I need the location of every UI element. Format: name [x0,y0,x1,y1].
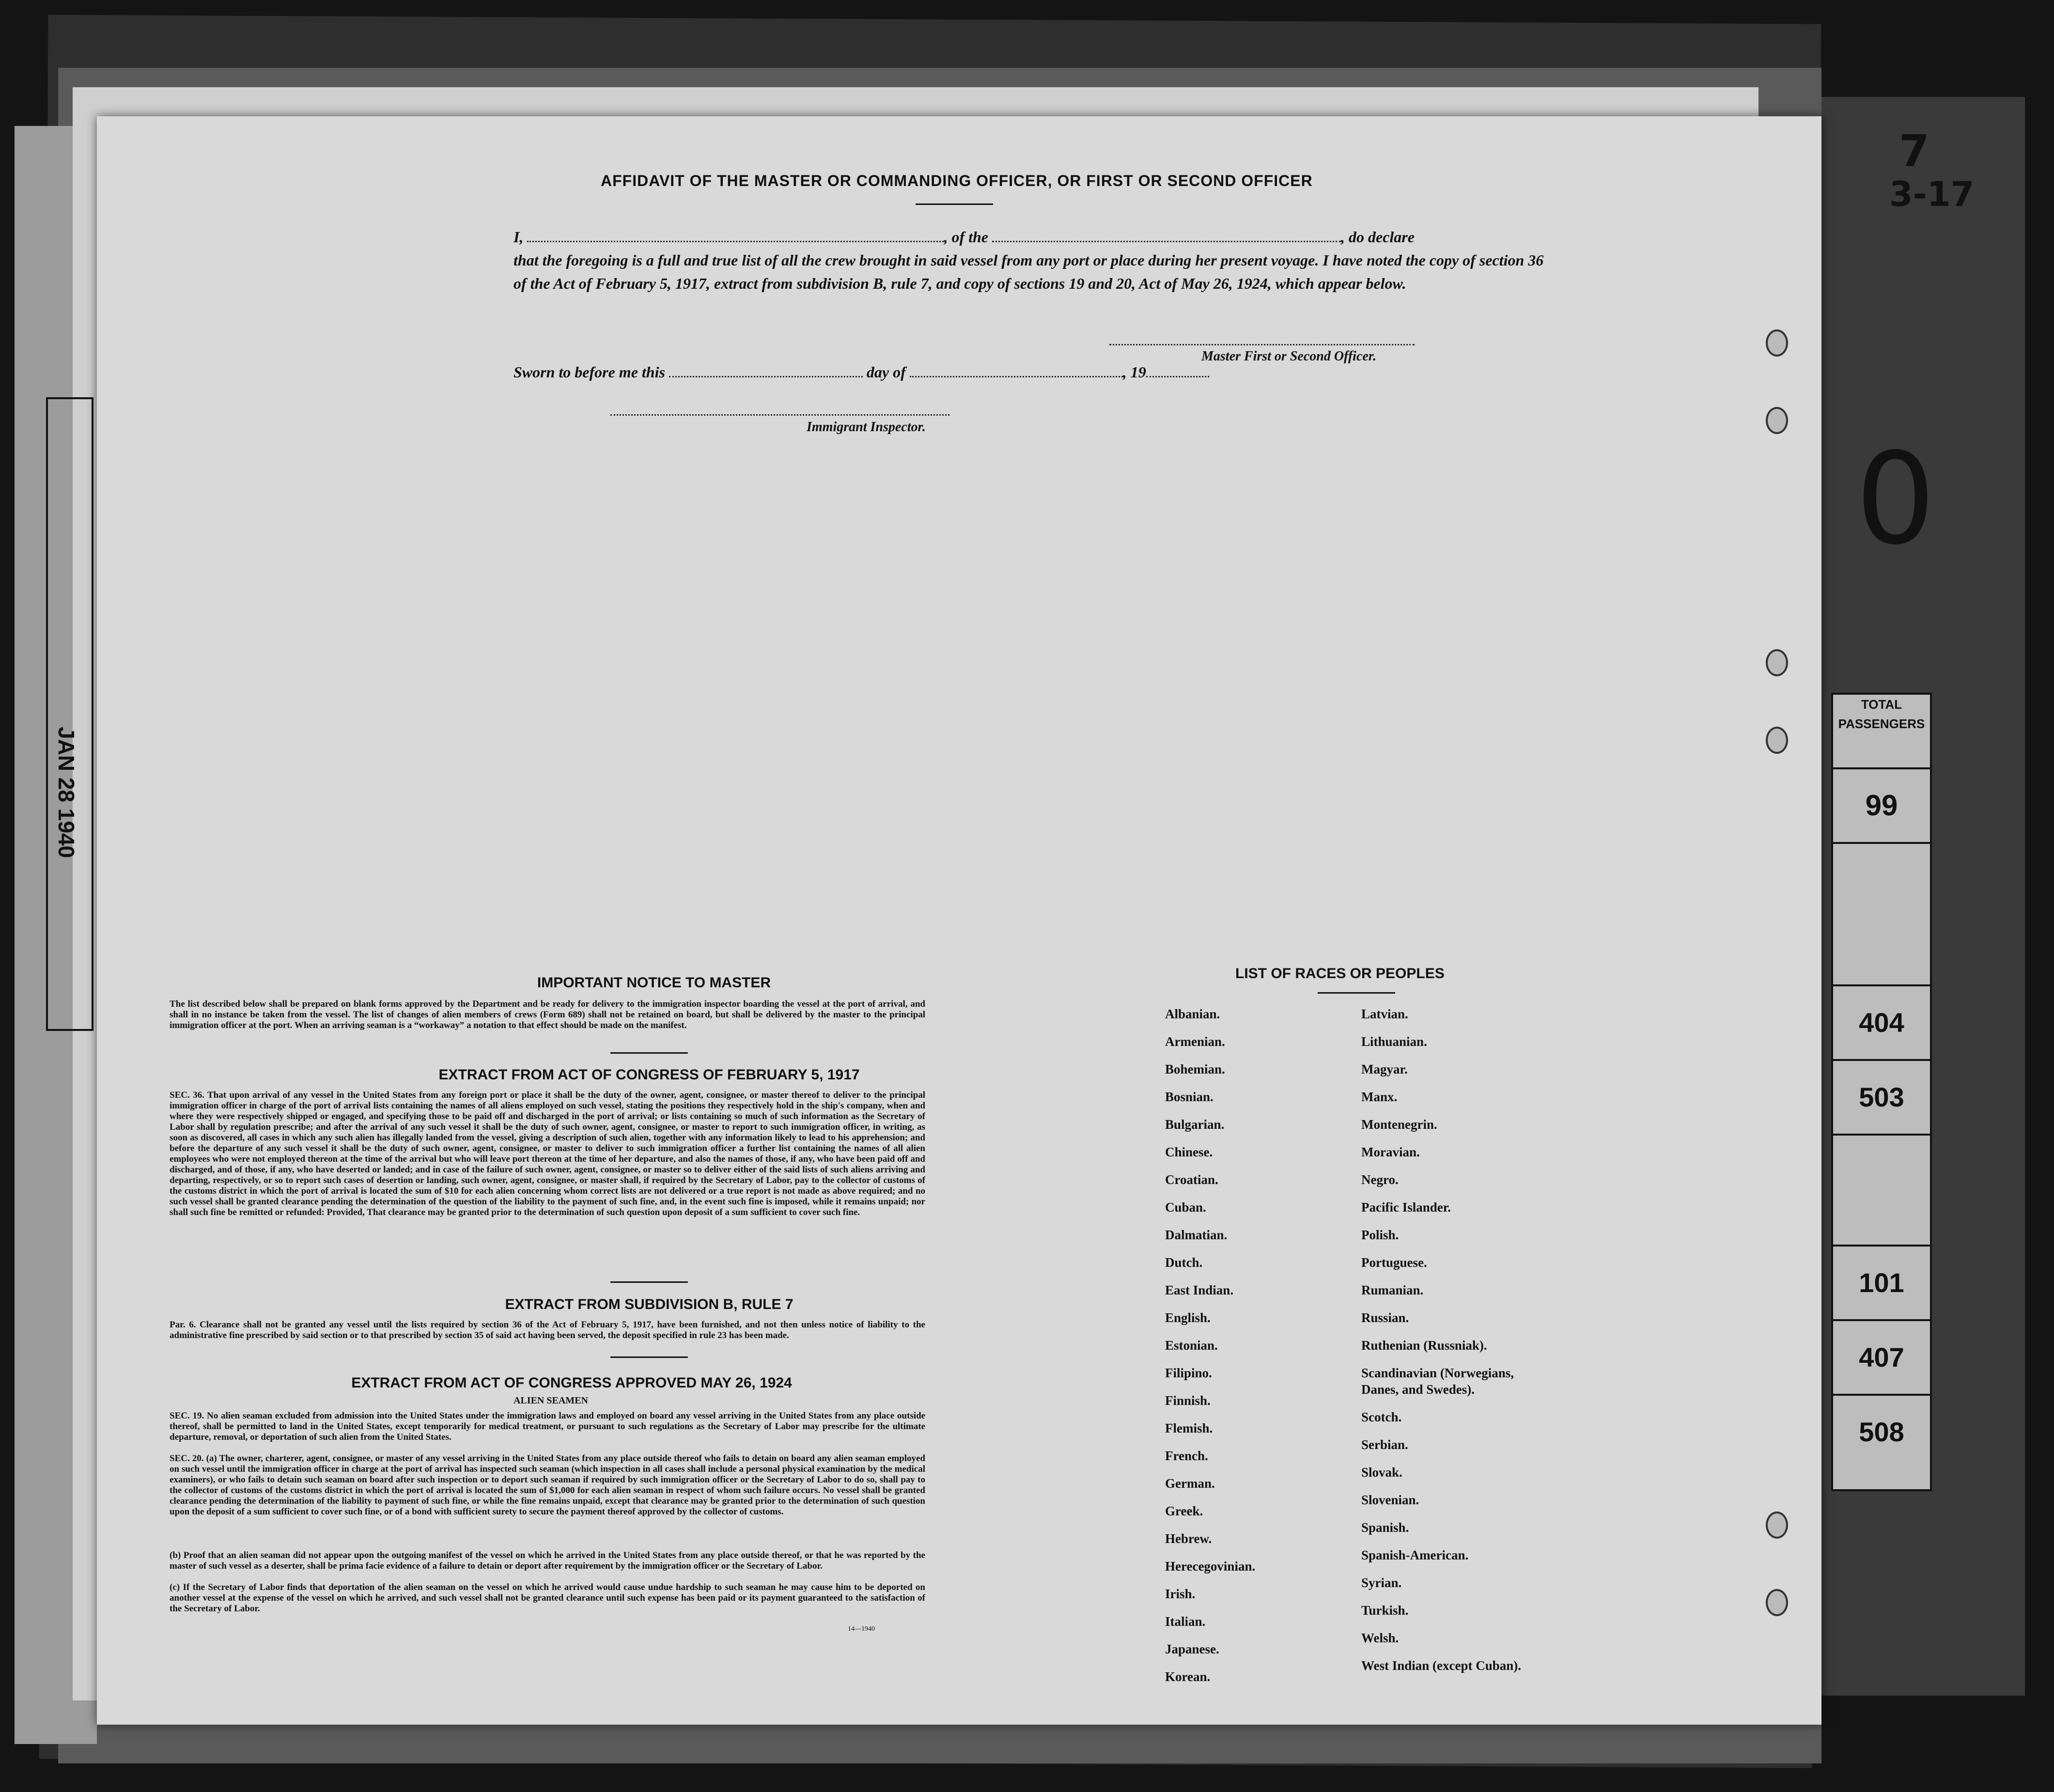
race-item: Croatian. [1165,1172,1218,1187]
race-item: Albanian. [1165,1007,1220,1021]
race-item: Estonian. [1165,1338,1218,1353]
race-item: Rumanian. [1361,1283,1424,1297]
race-item: Greek. [1165,1504,1203,1518]
race-item: Korean. [1165,1669,1211,1684]
extract3-sec19: SEC. 19. No alien seaman excluded from admission into the United States under the immigration laws and employed on board any vessel arriving in the United States from any place outside thereof, shall be permitted to land in the United States, except temporarily for medical treatment, or pursuant to such regulations as the Secretary of Labor may prescribe for the ultimate departure, removal, or deportation of such alien from the United States. [170,1411,925,1442]
race-item: Danes, and Swedes). [1361,1382,1475,1397]
affidavit-declaration: that the foregoing is a full and true list of all the crew brought in said vessel from any port or place during her present voyage. I have noted the copy of section 36 of the Act of February 5, 1917, extract from subdivision B, rule 7, and copy of sections 19 and 20, Act of May 26, 1924, which appear below. [514,251,1544,292]
race-item: Syrian. [1361,1575,1402,1590]
race-item: Dalmatian. [1165,1228,1228,1242]
race-item: Slovak. [1361,1465,1402,1480]
race-item: Magyar. [1361,1062,1408,1076]
extract1-text: SEC. 36. That upon arrival of any vessel in the United States from any foreign port or place it shall be the duty of the owner, agent, consignee, or master thereof to deliver to the principal immigration officer in charge of the port of arrival lists containing the names of all aliens employed on such vessel, stating the positions they respectively hold in the ship's company, when and where they were respectively shipped or engaged, and specifying those to be paid off and discharged in the port of arrival; or lists containing so much of such information as the Secretary of Labor shall by regulation prescribe; and after the arrival of any such vessel it shall be the duty of such owner, agent, consignee, or master to report to such immigration officer, in writing, as soon as discovered, all cases in which any such alien has illegally landed from the vessel, giving a description of such alien, together with any information likely to lead to his apprehension; and before the departure of any such vessel it shall be the duty of such owner, agent, consignee, or master to deliver to such immigration officer a further list containing the names of all alien employees who were not employed thereon at the time of the arrival but who will leave port thereon at the time of her departure, and also the names of those, if any, who have been paid off and discharged, and of those, if any, who have deserted or landed; and in case of the failure of such owner, agent, consignee, or master so to deliver either of the said lists of such aliens arriving and departing, respectively, or so to report such cases of desertion or landing, such owner, agent, consignee, or master shall, if required by the Secretary of Labor, pay to the collector of customs of the customs district in which the port of arrival is located the sum of $10 for each alien concerning whom correct lists are not delivered or a true report is not made as above required; and no such vessel shall be granted clearance pending the determination of the question of the liability to the payment of such fine, and, in the event such fine is imposed, while it remains unpaid; nor shall such fine be remitted or refunded: Provided, That clearance may be granted prior to the determination of such question upon deposit of a sum sufficient to cover such fine. [170,1090,925,1217]
race-item: East Indian. [1165,1283,1234,1297]
divider [610,1356,688,1358]
race-item: Lithuanian. [1361,1034,1427,1049]
race-item: Bohemian. [1165,1062,1225,1076]
inspector-signature-line[interactable] [610,414,949,416]
race-item: Pacific Islander. [1361,1200,1451,1215]
race-item: Filipino. [1165,1366,1212,1380]
race-item: Spanish-American. [1361,1548,1469,1562]
race-item: Russian. [1361,1310,1409,1325]
race-item: Welsh. [1361,1631,1399,1645]
binder-hole [1766,407,1788,434]
race-item: Scandinavian (Norwegians, [1361,1366,1514,1380]
handwritten-corner-date: 3-17 [1889,174,1975,214]
race-item: Chinese. [1165,1145,1213,1159]
race-item: Polish. [1361,1228,1399,1242]
race-item: Flemish. [1165,1421,1213,1435]
master-signature-label: Master First or Second Officer. [1201,349,1377,364]
race-item: Spanish. [1361,1520,1409,1535]
race-item: Latvian. [1361,1007,1408,1021]
races-title: LIST OF RACES OR PEOPLES [1235,966,1445,982]
handwritten-corner-number: 7 [1899,126,1930,177]
race-item: German. [1165,1476,1215,1491]
race-item: Cuban. [1165,1200,1206,1215]
extract1-title: EXTRACT FROM ACT OF CONGRESS OF FEBRUARY 5, 1917 [438,1067,860,1083]
race-item: Bulgarian. [1165,1117,1225,1132]
extract2-title: EXTRACT FROM SUBDIVISION B, RULE 7 [505,1296,794,1312]
inspector-signature-label: Immigrant Inspector. [807,420,926,435]
race-item: Moravian. [1361,1145,1420,1159]
manifest-page [97,116,1821,1725]
race-item: Bosnian. [1165,1090,1214,1104]
extract3-subtitle: ALIEN SEAMEN [514,1395,588,1406]
race-item: Turkish. [1361,1603,1409,1618]
race-item: Dutch. [1165,1255,1203,1270]
extract2-text: Par. 6. Clearance shall not be granted any vessel until the lists required by section 36 of the Act of February 5, 1917, have been furnished, and not then unless notice of liability to the administrative fine prescribed by said section or to that prescribed by section 35 of said act having been served, the deposit specified in rule 23 has been made. [170,1320,925,1340]
notice-text: The list described below shall be prepared on blank forms approved by the Department and be ready for delivery to the immigration inspector boarding the vessel at the port of arrival, and shall in no instance be taken from the vessel. The list of changes of alien members of crews (Form 689) shall not be retained on board, but shall be delivered by the master to the principal immigration officer at the port. When an arriving seaman is a “workaway” a notation to that effect should be made on the manifest. [170,999,925,1030]
race-item: English. [1165,1310,1211,1325]
divider [610,1052,688,1054]
race-item: Italian. [1165,1614,1206,1629]
ledger-value: 404 [1833,986,1930,1061]
ledger-value: 508 [1859,1417,1904,1447]
race-item: French. [1165,1449,1208,1463]
race-item: Negro. [1361,1172,1399,1187]
divider [1318,992,1395,994]
race-item: Portuguese. [1361,1255,1427,1270]
race-item: Finnish. [1165,1393,1211,1408]
race-item: Japanese. [1165,1642,1219,1656]
sworn-line: Sworn to before me this day of , 19 [514,363,1209,381]
race-item: Slovenian. [1361,1493,1419,1507]
race-item: Manx. [1361,1090,1398,1104]
race-item: Montenegrin. [1361,1117,1437,1132]
ledger-header: TOTAL PASSENGERS [1833,695,1930,769]
divider [916,203,993,205]
affidavit-body: I, , of the , do declare that the foregoing is a full and true list of all the crew brought in said vessel from any port or place during her present voyage. I have noted the copy of section 36 of the Act of February 5, 1917, extract from subdivision B, rule 7, and copy of sections 19 and 20, Act of May 26, 1924, which appear below. [514,225,1579,295]
ledger-value: 503 [1833,1061,1930,1136]
notice-title: IMPORTANT NOTICE TO MASTER [537,975,771,991]
receipt-stamp [46,397,93,1031]
race-item: Ruthenian (Russniak). [1361,1338,1487,1353]
ledger-value: 407 [1833,1321,1930,1396]
extract3-sec20c: (c) If the Secretary of Labor finds that deportation of the alien seaman on the vessel on which he arrived would cause undue hardship to such seaman he may cause him to be deported on another vessel at the expense of the vessel on which he arrived, and such vessel shall not be granted clearance until such expense has been paid or its payment guaranteed to the satisfaction of the Secretary of Labor. [170,1582,925,1614]
binder-hole [1766,727,1788,754]
form-number: 14—1940 [848,1625,875,1633]
extract3-sec20a: SEC. 20. (a) The owner, charterer, agent, consignee, or master of any vessel arriving in the United States from any place outside thereof who fails to detain on board any alien seaman employed on such vessel until the immigration officer in charge at the port of arrival has inspected such seaman (which inspection in all cases shall include a personal physical examination by the medical examiners), or who fails to detain such seaman on board after such inspection or to deport such seaman if required by such immigration officer or the Secretary of Labor to do so, shall pay to the collector of customs of the customs district in which the port of arrival is located the sum of $1,000 for each alien seaman in respect of whom such failure occurs. No vessel shall be granted clearance pending the determination of the liability to payment of such fine, or while the fine remains unpaid, except that clearance may be granted prior to the determination of such question upon the deposit of a sum sufficient to cover such fine, or of a bond with sufficient surety to secure the payment thereof approved by the collector of customs. [170,1453,925,1517]
race-item: Scotch. [1361,1410,1402,1424]
handwritten-circle-mark: 0 [1855,426,1936,573]
binder-hole [1766,1512,1788,1539]
divider [610,1281,688,1283]
extract3-title: EXTRACT FROM ACT OF CONGRESS APPROVED MAY 26, 1924 [351,1375,792,1391]
race-item: Serbian. [1361,1437,1408,1452]
race-item: Irish. [1165,1587,1196,1601]
master-signature-line[interactable] [1109,344,1415,345]
binder-hole [1766,1589,1788,1616]
ledger-value: 101 [1833,1247,1930,1321]
extract3-sec20b: (b) Proof that an alien seaman did not appear upon the outgoing manifest of the vessel on which he arrived in the United States from any place outside thereof, or that he was reported by the master of such vessel as a deserter, shall be prima facie evidence of a failure to detain or deport after requirement by the immigration officer or the Secretary of Labor. [170,1550,925,1571]
race-item: West Indian (except Cuban). [1361,1658,1522,1673]
binder-hole [1766,649,1788,676]
binder-hole [1766,329,1788,357]
passenger-totals-box [1831,693,1932,1491]
ledger-value: 99 [1833,769,1930,844]
race-item: Armenian. [1165,1034,1225,1049]
race-item: Hebrew. [1165,1531,1212,1546]
stamp-date: JAN 28 1940 [54,727,79,858]
race-item: Herecegovinian. [1165,1559,1256,1574]
affidavit-title: AFFIDAVIT OF THE MASTER OR COMMANDING OFFICER, OR FIRST OR SECOND OFFICER [601,172,1313,189]
